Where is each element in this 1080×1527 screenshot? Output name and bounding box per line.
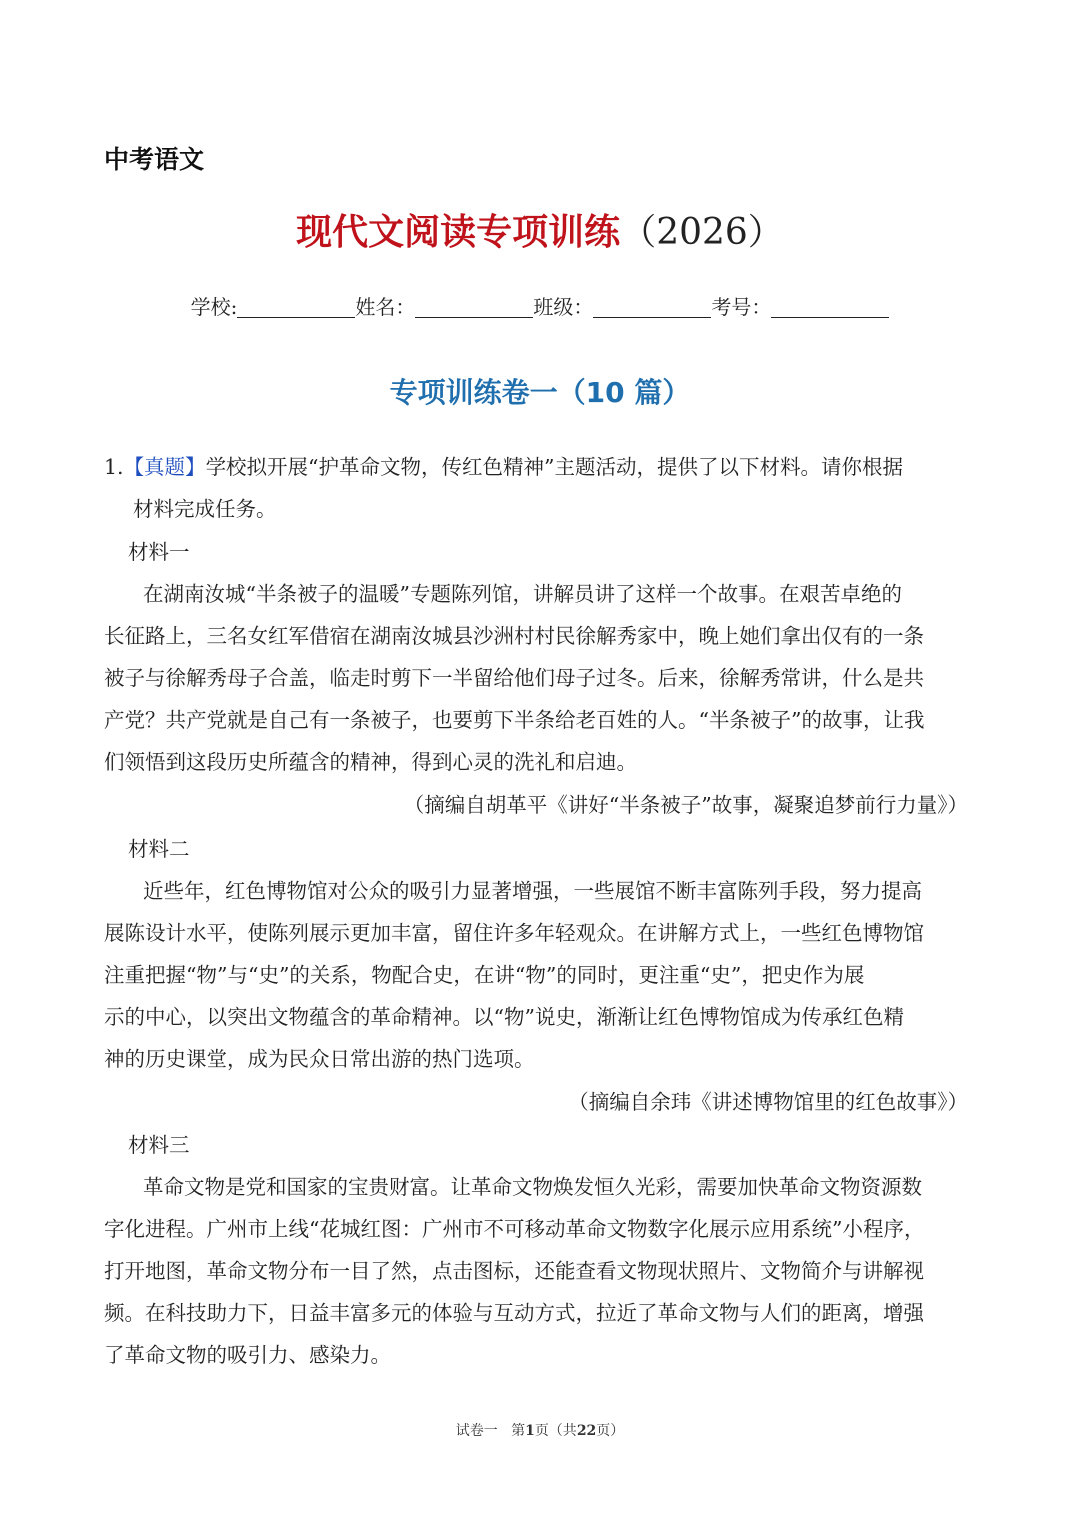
material-1-line: 被子与徐解秀母子合盖，临走时剪下一半留给他们母子过冬。后来，徐解秀常讲，什么是共 xyxy=(104,666,924,690)
material-2-line: 示的中心，以突出文物蕴含的革命精神。以“物”说史，渐渐让红色博物馆成为传承红色精 xyxy=(104,1005,904,1029)
material-3-line: 频。在科技助力下，日益丰富多元的体验与互动方式，拉近了革命文物与人们的距离，增强 xyxy=(104,1301,924,1325)
class-blank xyxy=(593,297,711,318)
material-1-line: 在湖南汝城“半条被子的温暖”专题陈列馆，讲解员讲了这样一个故事。在艰苦卓绝的 xyxy=(143,582,902,606)
material-2-source: （摘编自余玮《讲述博物馆里的红色故事》） xyxy=(568,1090,968,1114)
footer-paper-label: 试卷一 xyxy=(455,1423,498,1439)
name-label: 姓名： xyxy=(355,295,416,319)
material-2-line: 近些年，红色博物馆对公众的吸引力显著增强，一些展馆不断丰富陈列手段，努力提高 xyxy=(143,879,922,903)
material-1-line: 长征路上，三名女红军借宿在湖南汝城县沙洲村村民徐解秀家中，晚上她们拿出仅有的一条 xyxy=(104,624,924,648)
material-2-label: 材料二 xyxy=(128,837,190,861)
question-stem-line-2: 材料完成任务。 xyxy=(133,497,277,521)
material-3-line: 了革命文物的吸引力、感染力。 xyxy=(104,1343,391,1367)
footer-page-number: 1 xyxy=(525,1423,535,1439)
material-2-line: 神的历史课堂，成为民众日常出游的热门选项。 xyxy=(104,1047,535,1071)
subject-label: 中考语文 xyxy=(104,145,205,174)
footer-total-pages: 22 xyxy=(576,1423,597,1439)
class-label: 班级： xyxy=(533,295,594,319)
question-stem-line-1 xyxy=(104,450,903,480)
document-title xyxy=(0,204,1080,255)
material-1-line: 们领悟到这段历史所蕴含的精神，得到心灵的洗礼和启迪。 xyxy=(104,750,637,774)
student-info-line xyxy=(0,291,1080,320)
exam-number-label: 考号： xyxy=(711,295,772,319)
material-3-label: 材料三 xyxy=(128,1133,190,1157)
footer-page-label-b: 页（共 xyxy=(534,1423,577,1439)
page-footer xyxy=(0,1420,1080,1440)
material-3-line: 革命文物是党和国家的宝贵财富。让革命文物焕发恒久光彩，需要加快革命文物资源数 xyxy=(143,1175,922,1199)
document-title-main: 现代文阅读专项训练 xyxy=(296,211,621,253)
section-title: 专项训练卷一（10 篇） xyxy=(389,376,691,409)
document-title-year: （2026） xyxy=(620,212,784,253)
material-2-line: 展陈设计水平，使陈列展示更加丰富，留住许多年轻观众。在讲解方式上，一些红色博物馆 xyxy=(104,921,924,945)
material-3-line: 字化进程。广州市上线“花城红图：广州市不可移动革命文物数字化展示应用系统”小程序， xyxy=(104,1217,925,1241)
question-stem-text: 学校拟开展“护革命文物，传红色精神”主题活动，提供了以下材料。请你根据 xyxy=(205,455,904,479)
question-number: 1. xyxy=(104,455,124,479)
name-blank xyxy=(415,297,533,318)
material-1-line: 产党？共产党就是自己有一条被子，也要剪下半条给老百姓的人。“半条被子”的故事，让我 xyxy=(104,708,925,732)
material-1-label: 材料一 xyxy=(128,540,190,564)
school-label: 学校: xyxy=(190,295,238,319)
school-blank xyxy=(237,297,355,318)
exam-number-blank xyxy=(771,297,889,318)
material-2-line: 注重把握“物”与“史”的关系，物配合史，在讲“物”的同时，更注重“史”，把史作为展 xyxy=(104,963,865,987)
question-tag: 【真题】 xyxy=(123,455,206,479)
footer-page-label-c: 页） xyxy=(596,1423,625,1439)
material-3-line: 打开地图，革命文物分布一目了然，点击图标，还能查看文物现状照片、文物简介与讲解视 xyxy=(104,1259,924,1283)
material-1-source: （摘编自胡革平《讲好“半条被子”故事，凝聚追梦前行力量》） xyxy=(403,793,968,817)
footer-page-label-a: 第 xyxy=(511,1423,526,1439)
